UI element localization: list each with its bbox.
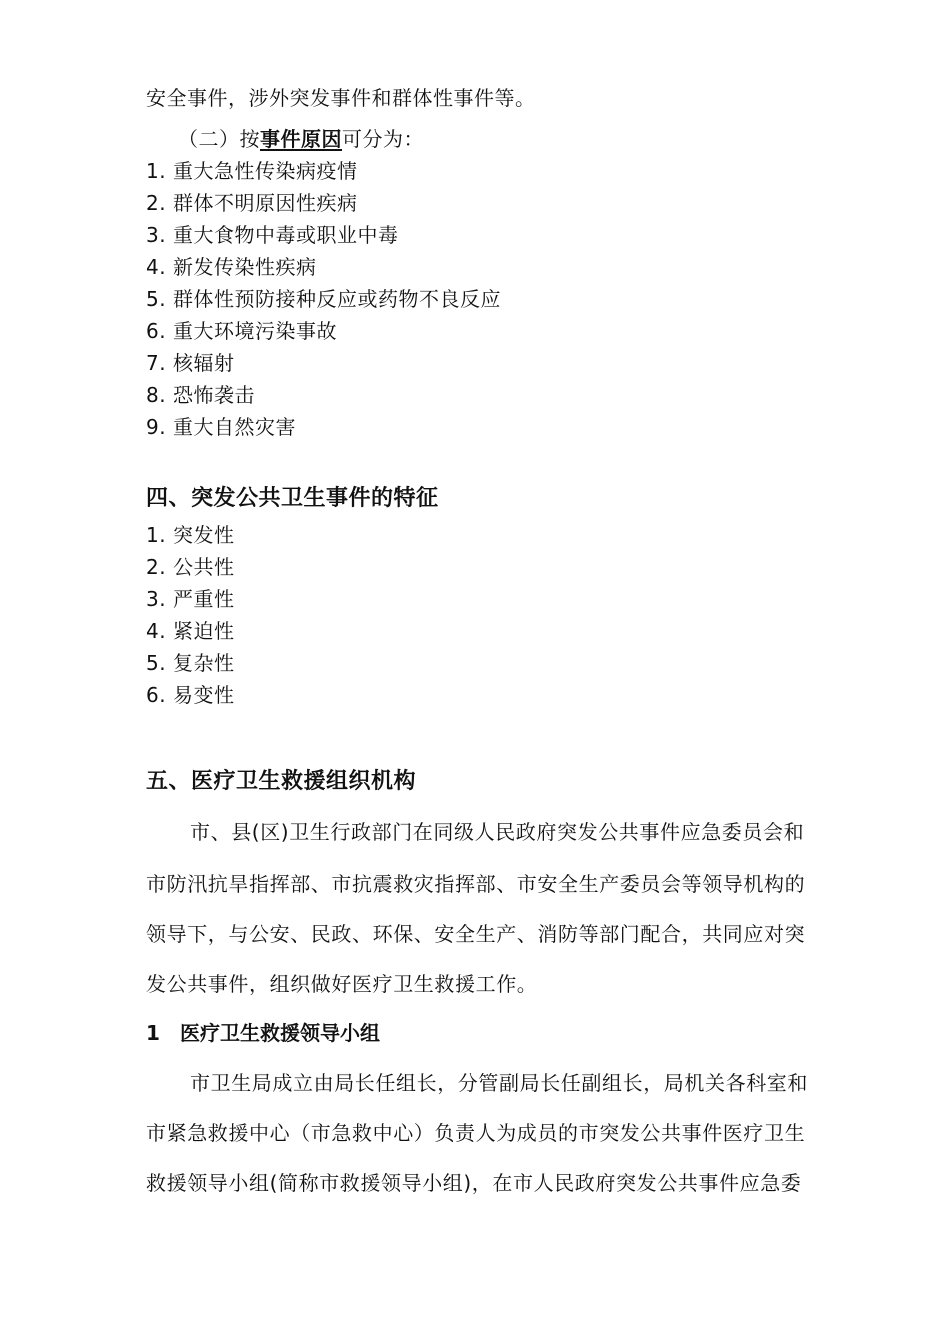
cause-intro-bold: 事件原因 [260, 127, 342, 151]
paragraph-line: 救援领导小组(简称市救援领导小组)，在市人民政府突发公共事件应急委 [146, 1171, 802, 1195]
paragraph-line [146, 1071, 862, 1095]
cause-intro-prefix: （二）按 [178, 127, 260, 151]
cause-intro-suffix: 可分为： [342, 127, 424, 151]
subsection-title: 医疗卫生救援领导小组 [180, 1021, 380, 1045]
paragraph-line-text: 市、县(区)卫生行政部门在同级人民政府突发公共事件应急委员会和 [190, 820, 805, 844]
section-heading-features: 四、突发公共卫生事件的特征 [146, 486, 439, 511]
list-item: 8. 恐怖袭击 [146, 383, 255, 407]
top-continuation-line: 安全事件，涉外突发事件和群体性事件等。 [146, 86, 536, 110]
subsection-heading [146, 1021, 380, 1045]
list-item: 9. 重大自然灾害 [146, 415, 296, 439]
list-item: 7. 核辐射 [146, 351, 235, 375]
paragraph-line: 市紧急救援中心（市急救中心）负责人为成员的市突发公共事件医疗卫生 [146, 1121, 806, 1145]
list-item: 1. 突发性 [146, 523, 235, 547]
list-item: 5. 群体性预防接种反应或药物不良反应 [146, 287, 501, 311]
paragraph-line: 领导下，与公安、民政、环保、安全生产、消防等部门配合，共同应对突 [146, 922, 806, 946]
section-heading-organization: 五、医疗卫生救援组织机构 [146, 769, 417, 794]
list-item: 4. 新发传染性疾病 [146, 255, 317, 279]
list-item: 3. 严重性 [146, 587, 235, 611]
list-item: 3. 重大食物中毒或职业中毒 [146, 223, 399, 247]
list-item: 5. 复杂性 [146, 651, 235, 675]
list-item: 2. 群体不明原因性疾病 [146, 191, 358, 215]
list-item: 6. 重大环境污染事故 [146, 319, 337, 343]
list-item: 2. 公共性 [146, 555, 235, 579]
paragraph-line [146, 820, 862, 844]
cause-intro [178, 127, 424, 151]
subsection-number: 1 [146, 1021, 160, 1045]
list-item: 6. 易变性 [146, 683, 235, 707]
paragraph-line: 发公共事件，组织做好医疗卫生救援工作。 [146, 972, 538, 996]
list-item: 1. 重大急性传染病疫情 [146, 159, 358, 183]
paragraph-line-text: 市卫生局成立由局长任组长，分管副局长任副组长，局机关各科室和 [190, 1071, 808, 1095]
paragraph-line: 市防汛抗旱指挥部、市抗震救灾指挥部、市安全生产委员会等领导机构的 [146, 872, 806, 896]
list-item: 4. 紧迫性 [146, 619, 235, 643]
